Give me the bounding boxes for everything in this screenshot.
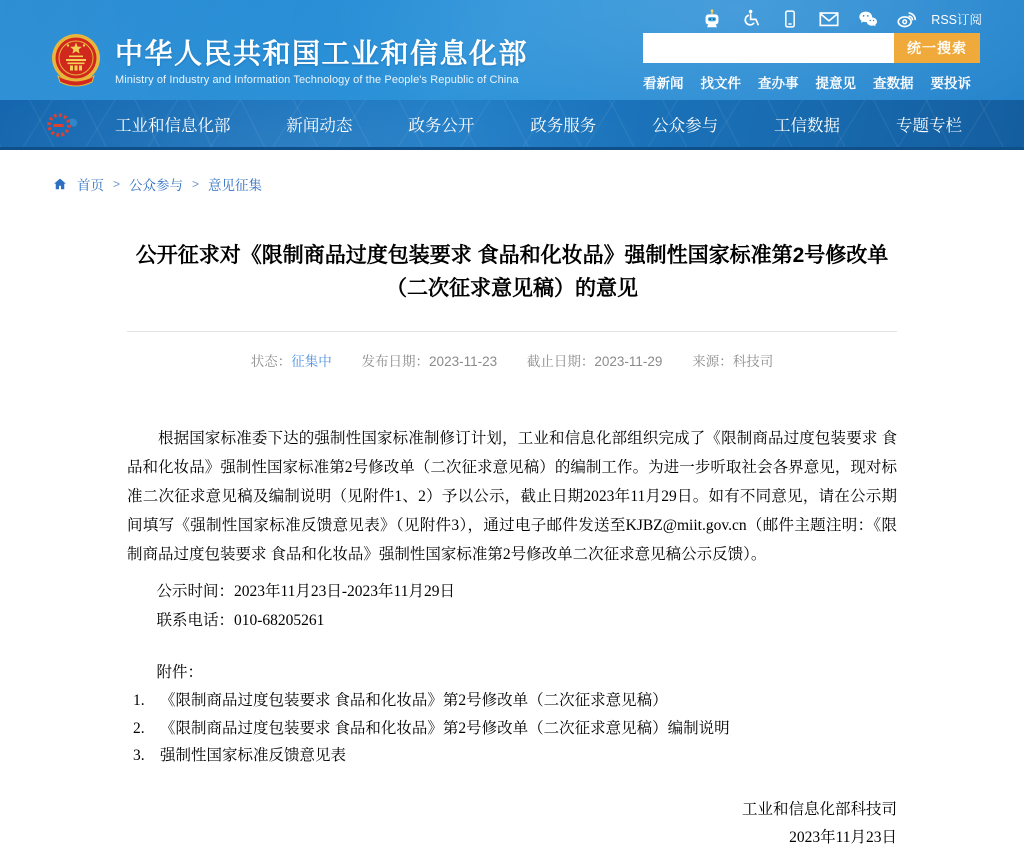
meta-status-value: 征集中: [291, 354, 332, 369]
meta-deadline-date: [527, 354, 663, 369]
article-container: [127, 239, 897, 852]
site-header: [0, 0, 1024, 100]
meta-deadline-label: 截止日期：: [526, 354, 595, 369]
contact-phone-line: 联系电话：010-68205261: [156, 612, 325, 629]
breadcrumb-opinion-solicitation[interactable]: 意见征集: [208, 178, 263, 193]
meta-deadline-value: 2023-11-29: [594, 354, 663, 369]
search-area: [643, 33, 980, 92]
info-lines: [127, 577, 897, 635]
topbar-icon-row: [0, 0, 1024, 30]
attachment-link-3[interactable]: [127, 742, 897, 770]
attachment-number: 1.: [133, 692, 145, 709]
article-title: [127, 239, 897, 305]
miit-logo-icon: [45, 110, 81, 140]
header-main-row: [0, 30, 1024, 92]
attachment-number: 2.: [133, 719, 145, 737]
attachment-number: 3.: [133, 747, 145, 764]
breadcrumb: [0, 150, 1024, 194]
rss-subscribe-link[interactable]: RSS订阅: [931, 12, 982, 27]
meta-publish-label: 发布日期：: [361, 354, 430, 369]
weibo-icon[interactable]: [896, 8, 918, 30]
meta-source-label: 来源：: [692, 354, 733, 369]
attachment-text: 强制性国家标准反馈意见表: [160, 747, 347, 764]
nav-item-special-topics[interactable]: 专题专栏: [895, 116, 962, 135]
attachment-text: 《限制商品过度包装要求 食品和化妆品》第2号修改单（二次征求意见稿）: [160, 692, 668, 709]
quick-link-data[interactable]: 查数据: [873, 75, 914, 91]
breadcrumb-separator: >: [113, 177, 121, 191]
nav-item-gov-affairs[interactable]: 政务公开: [408, 116, 475, 135]
accessibility-icon[interactable]: [740, 8, 762, 30]
nav-item-gov-services[interactable]: 政务服务: [530, 116, 597, 135]
quick-link-complaints[interactable]: 要投诉: [930, 75, 971, 91]
search-input[interactable]: [643, 33, 894, 63]
attachment-link-2[interactable]: [127, 715, 897, 743]
quick-link-news[interactable]: 看新闻: [643, 75, 684, 91]
breadcrumb-home[interactable]: 首页: [77, 178, 104, 193]
nav-items-row: [115, 112, 962, 136]
quick-link-suggestions[interactable]: 提意见: [815, 75, 856, 91]
attachments-label: 附件：: [156, 664, 203, 681]
quick-links-row: [643, 72, 980, 92]
mail-icon[interactable]: [818, 8, 840, 30]
meta-source-value: 科技司: [732, 354, 774, 369]
attachment-text: 《限制商品过度包装要求 食品和化妆品》第2号修改单（二次征求意见稿）编制说明: [160, 719, 730, 737]
site-subtitle: Ministry of Industry and Information Technology of the People's Republic of China: [115, 74, 519, 86]
meta-status-label: 状态：: [250, 354, 292, 369]
quick-link-services[interactable]: 查办事: [758, 75, 799, 91]
publicity-period-line: 公示时间：2023年11月23日-2023年11月29日: [156, 583, 455, 600]
meta-source: [692, 354, 773, 369]
meta-status: [251, 354, 332, 369]
robot-assistant-icon[interactable]: [701, 8, 723, 30]
nav-item-news[interactable]: 新闻动态: [286, 116, 353, 135]
article-title-line2: （二次征求意见稿）的意见: [386, 277, 638, 300]
attachments-section: [127, 659, 897, 770]
meta-publish-value: 2023-11-23: [429, 354, 498, 369]
site-title: 中华人民共和国工业和信息化部: [115, 38, 529, 69]
breadcrumb-separator: >: [192, 177, 200, 191]
article-meta: [127, 350, 897, 370]
article-body: [127, 424, 897, 852]
national-emblem-icon: [50, 32, 102, 92]
quick-link-documents[interactable]: 找文件: [700, 75, 741, 91]
signature-block: [127, 796, 897, 852]
article-title-line1: 公开征求对《限制商品过度包装要求 食品和化妆品》强制性国家标准第2号修改单: [135, 244, 889, 267]
home-icon[interactable]: [52, 177, 68, 192]
signature-date: 2023年11月23日: [789, 828, 897, 846]
signature-org: 工业和信息化部科技司: [741, 800, 897, 818]
title-divider: [127, 331, 897, 332]
main-nav: [0, 100, 1024, 150]
nav-item-industry-data[interactable]: 工信数据: [774, 116, 841, 135]
site-identity: [115, 38, 528, 86]
meta-publish-date: [362, 354, 498, 369]
nav-item-miit[interactable]: 工业和信息化部: [115, 116, 231, 135]
attachment-link-1[interactable]: [127, 687, 897, 715]
nav-item-public-participation[interactable]: 公众参与: [652, 116, 719, 135]
breadcrumb-public-participation[interactable]: 公众参与: [129, 178, 184, 193]
wechat-icon[interactable]: [857, 8, 879, 30]
mobile-icon[interactable]: [779, 8, 801, 30]
unified-search-button[interactable]: 统一搜索: [894, 33, 980, 63]
article-paragraph: 根据国家标准委下达的强制性国家标准制修订计划，工业和信息化部组织完成了《限制商品过度包装要求 食品和化妆品》强制性国家标准第2号修改单（二次征求意见稿）的编制工作。为进一步听取社会各界意见，现对标准二次征求意见稿及编制说明（见附件1、2）予以公示，截止日期2023年11月29日。如有不同意见，请在公示期间填写《强制性国家标准反馈意见表》（见附件3），通过电子邮件发送至KJBZ@miit.gov.cn（邮件主题注明：《限制商品过度包装要求 食品和化妆品》强制性国家标准第2号修改单二次征求意见稿公示反馈）。: [127, 430, 897, 563]
